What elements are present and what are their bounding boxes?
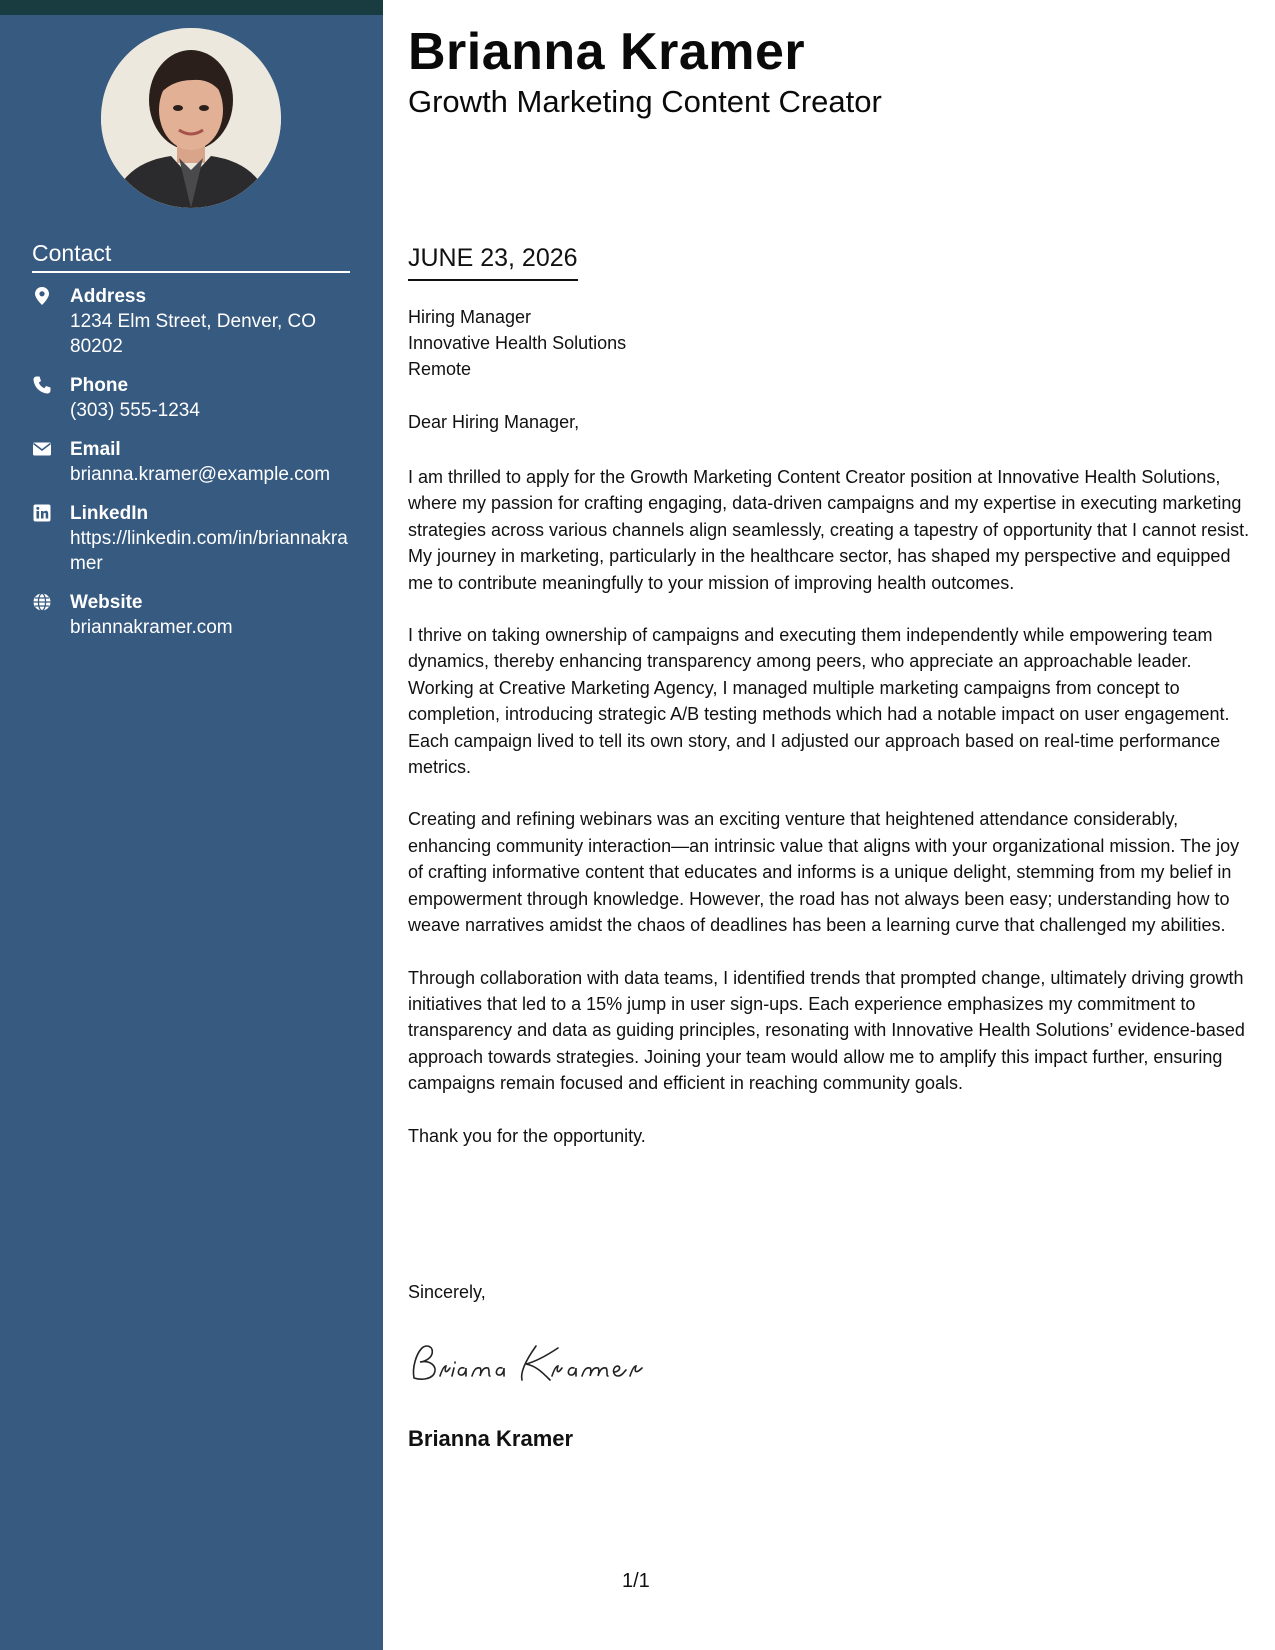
body-paragraph: I am thrilled to apply for the Growth Marketing Content Creator position at Innovative Health Solutions, where my passion for crafting engaging, data-driven campaigns and my expertise in executing marketing strategies across various channels align seamlessly, creating a tapestry of opportunity that I cannot resist. My journey in marketing, particularly in the healthcare sector, has shaped my perspective and equipped me to contribute meaningfully to your mission of improving health outcomes. (408, 467, 1250, 593)
salutation: Dear Hiring Manager, (408, 412, 580, 432)
signer-name: Brianna Kramer (408, 1426, 574, 1451)
letter-date: JUNE 23, 2026 (408, 244, 578, 281)
body-paragraph: Thank you for the opportunity. (408, 1125, 646, 1146)
recipient-company: Innovative Health Solutions (408, 333, 627, 353)
portrait-image (101, 28, 281, 208)
phone-label: Phone (70, 375, 129, 396)
profile-photo (101, 28, 281, 208)
email-link[interactable]: brianna.kramer@example.com (70, 464, 331, 485)
linkedin-link[interactable]: https://linkedin.com/in/briannakramer (70, 528, 348, 574)
recipient-location: Remote (408, 359, 472, 379)
phone-icon (32, 373, 70, 423)
linkedin-label: LinkedIn (70, 503, 149, 524)
email-label: Email (70, 439, 121, 460)
sidebar (0, 0, 383, 1650)
website-link[interactable]: briannakramer.com (70, 617, 233, 638)
applicant-name: Brianna Kramer (408, 23, 806, 81)
page-number: 1/1 (622, 1570, 650, 1592)
handwritten-signature (408, 1338, 678, 1393)
address-label: Address (70, 286, 147, 307)
body-paragraph: I thrive on taking ownership of campaigns and executing them independently while empowering team dynamics, thereby enhancing transparency among peers, who appreciate an approachable leader. Working at Creative Marketing Agency, I managed multiple marketing campaigns from concept to completion, introducing strategic A/B testing methods which had a notable impact on user engagement. Each campaign lived to tell its own story, and I adjusted our approach based on real-time performance metrics. (408, 625, 1230, 778)
body-paragraph: Through collaboration with data teams, I identified trends that prompted change, ultimately driving growth initiatives that led to a 15% jump in user sign-ups. Each experience emphasizes my commitment to transparency and data as guiding principles, resonating with Innovative Health Solutions’ evidence-based approach towards strategies. Joining your team would allow me to amplify this impact further, ensuring campaigns remain focused and efficient in reaching community goals. (408, 967, 1245, 1094)
contact-item-phone (32, 373, 352, 423)
website-label: Website (70, 592, 143, 613)
contact-list (32, 284, 352, 654)
contact-item-address (32, 284, 352, 359)
contact-heading: Contact (32, 240, 350, 273)
sidebar-top-bar (0, 0, 383, 15)
linkedin-icon (32, 501, 70, 576)
contact-item-email (32, 437, 352, 487)
applicant-title: Growth Marketing Content Creator (408, 84, 882, 119)
contact-item-website (32, 590, 352, 640)
recipient-block (408, 304, 626, 382)
phone-value: (303) 555-1234 (70, 400, 200, 421)
body-paragraph: Creating and refining webinars was an exciting venture that heightened attendance considerably, enhancing community interaction—an intrinsic value that aligns with your organizational mission. The joy of crafting informative content that educates and informs is a unique delight, stemming from my belief in empowerment through knowledge. However, the road has not always been easy; understanding how to weave narratives amidst the chaos of deadlines has been a learning curve that challenged my abilities. (408, 809, 1240, 936)
recipient-name: Hiring Manager (408, 307, 532, 327)
letter-body (408, 464, 1253, 1175)
address-value: 1234 Elm Street, Denver, CO 80202 (70, 311, 317, 357)
map-pin-icon (32, 284, 70, 359)
globe-icon (32, 590, 70, 640)
closing: Sincerely, (408, 1282, 486, 1302)
contact-item-linkedin (32, 501, 352, 576)
envelope-icon (32, 437, 70, 487)
